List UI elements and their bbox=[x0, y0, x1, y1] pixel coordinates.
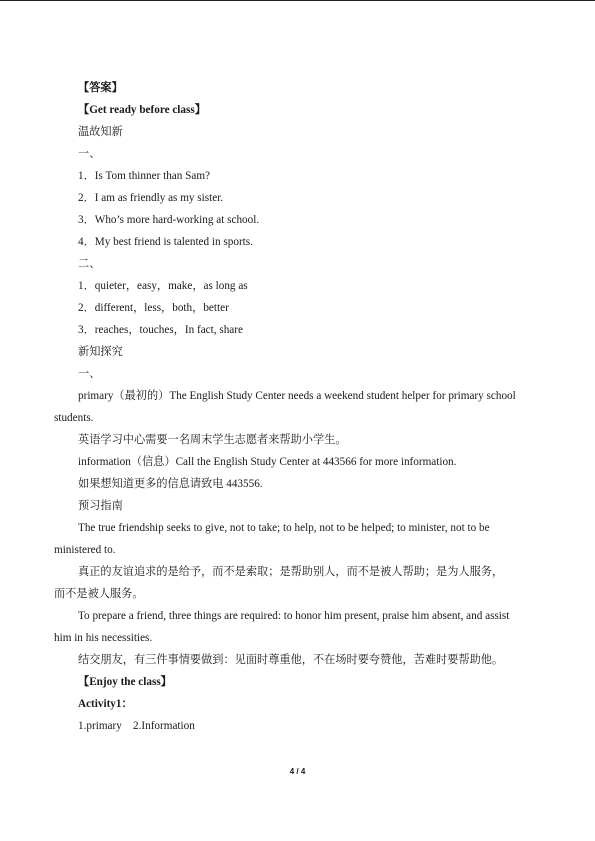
section-heading-enjoy-class: 【Enjoy the class】 bbox=[78, 676, 172, 688]
vocab-information-sentence: information（信息）Call the English Study Center at 443566 for more information. bbox=[78, 456, 457, 468]
section-heading-get-ready: 【Get ready before class】 bbox=[78, 104, 206, 116]
quote2-text: To prepare a friend, three things are required: to honor him present, praise him absent, and assist bbox=[78, 610, 510, 622]
page-number: 4 / 4 bbox=[289, 767, 306, 776]
vocab-information-translation: 如果想知道更多的信息请致电 443556. bbox=[78, 478, 263, 490]
part2-label: 二、 bbox=[78, 258, 101, 270]
part1-label: 一、 bbox=[78, 148, 101, 160]
new-knowledge-label: 新知探究 bbox=[78, 346, 123, 358]
top-rule bbox=[0, 0, 595, 1]
activity-answers: 1.primary 2.Information bbox=[78, 720, 195, 732]
preview-label: 预习指南 bbox=[78, 500, 123, 512]
vocab-primary-sentence: primary（最初的）The English Study Center needs a weekend student helper for primary school bbox=[78, 390, 516, 402]
part1-item: 4．My best friend is talented in sports. bbox=[78, 236, 253, 248]
quote1-translation-cont: 而不是被人服务。 bbox=[54, 588, 144, 600]
part2-item: 2．different，less，both，better bbox=[78, 302, 229, 314]
part2-item: 1．quieter，easy，make，as long as bbox=[78, 280, 248, 292]
vocab-primary-translation: 英语学习中心需要一名周末学生志愿者来帮助小学生。 bbox=[78, 434, 347, 446]
part1-item: 1．Is Tom thinner than Sam? bbox=[78, 170, 210, 182]
part1-item: 2．I am as friendly as my sister. bbox=[78, 192, 224, 204]
part3-label: 一、 bbox=[78, 368, 101, 380]
part1-item: 3．Who’s more hard-working at school. bbox=[78, 214, 260, 226]
quote1-translation: 真正的友谊追求的是给予，而不是索取；是帮助别人，而不是被人帮助；是为人服务， bbox=[78, 566, 504, 578]
activity-label: Activity1： bbox=[78, 698, 133, 710]
quote2-translation: 结交朋友，有三件事情要做到：见面时尊重他，不在场时要夸赞他，苦难时要帮助他。 bbox=[78, 654, 504, 666]
part2-item: 3．reaches，touches，In fact, share bbox=[78, 324, 243, 336]
answer-heading: 【答案】 bbox=[78, 82, 123, 94]
quote1-text-cont: ministered to. bbox=[54, 544, 116, 556]
review-label: 温故知新 bbox=[78, 126, 123, 138]
vocab-primary-sentence-cont: students. bbox=[54, 412, 94, 424]
quote1-text: The true friendship seeks to give, not to take; to help, not to be helped; to minister, not to be bbox=[78, 522, 490, 534]
quote2-text-cont: him in his necessities. bbox=[54, 632, 153, 644]
